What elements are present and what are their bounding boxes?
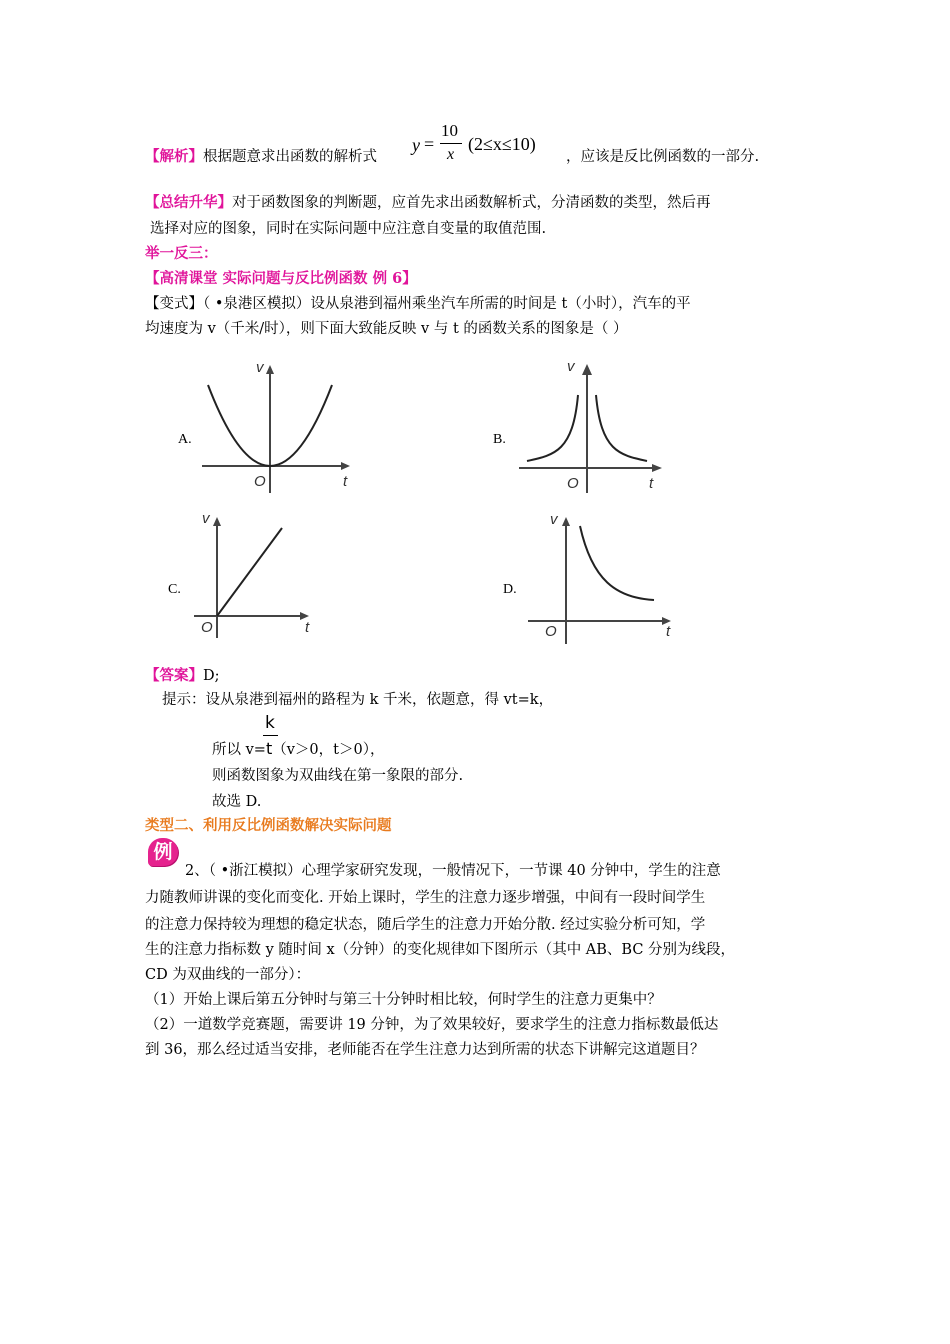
example-line4: 生的注意力指标数 y 随时间 x（分钟）的变化规律如下图所示（其中 AB、BC 分别为线段， bbox=[145, 942, 736, 958]
example-line1: 2、（ •浙江模拟）心理学家研究发现，一般情况下，一节课 40 分钟中，学生的注意 bbox=[185, 863, 721, 879]
example-line2: 力随教师讲课的变化而变化. 开始上课时，学生的注意力逐步增强，中间有一段时间学生 bbox=[145, 890, 706, 906]
summary-line1 bbox=[145, 196, 711, 211]
answer-so-line bbox=[212, 741, 384, 758]
graph-b-x-arrow bbox=[652, 464, 662, 472]
graph-b-curve-right bbox=[596, 395, 647, 461]
analysis-line bbox=[145, 150, 377, 165]
option-c-label: C. bbox=[168, 582, 181, 597]
analysis-text: 根据题意求出函数的解析式 bbox=[203, 149, 377, 165]
formula-range: (2≤x≤10) bbox=[468, 134, 536, 154]
answer-line4: 故选 D. bbox=[212, 794, 262, 810]
formula-eq: = bbox=[424, 134, 435, 154]
graph-d-curve bbox=[580, 526, 654, 600]
example-badge: 例 bbox=[148, 838, 178, 866]
answer-line bbox=[145, 669, 220, 684]
graph-b-curve-left bbox=[527, 395, 578, 461]
graph-c-y-label: v bbox=[202, 510, 210, 527]
answer-line3: 则函数图象为双曲线在第一象限的部分. bbox=[212, 768, 464, 784]
answer-frac-bar bbox=[263, 735, 278, 736]
answer-tag: 【答案】 bbox=[145, 667, 203, 684]
question-2-line2: 到 36，那么经过适当安排，老师能否在学生注意力达到所需的状态下讲解完这道题目？ bbox=[145, 1042, 705, 1058]
example-line3: 的注意力保持较为理想的稳定状态，随后学生的注意力开始分散. 经过实验分析可知，学 bbox=[145, 917, 706, 933]
graph-b bbox=[515, 355, 675, 495]
graph-b-y-label: v bbox=[567, 358, 575, 375]
graph-a-x-arrow bbox=[341, 462, 350, 470]
option-a-label: A. bbox=[178, 432, 192, 447]
formula-y: y bbox=[412, 135, 420, 155]
graph-b-y-arrow bbox=[582, 364, 592, 375]
graph-a-origin: O bbox=[254, 473, 266, 490]
graph-c-x-label: t bbox=[305, 619, 310, 636]
summary-line2: 选择对应的图象，同时在实际问题中应注意自变量的取值范围. bbox=[150, 221, 547, 237]
graph-c-line bbox=[217, 528, 282, 616]
summary-text: 对于函数图象的判断题，应首先求出函数解析式，分清函数的类型，然后再 bbox=[232, 195, 711, 211]
option-d-label: D. bbox=[503, 582, 517, 597]
question-2-line1: （2）一道数学竞赛题，需要讲 19 分钟，为了效果较好，要求学生的注意力指标数最低达 bbox=[145, 1017, 719, 1033]
graph-c-origin: O bbox=[201, 619, 213, 636]
graph-c bbox=[190, 508, 320, 638]
example-line5: CD 为双曲线的一部分）： bbox=[145, 967, 311, 983]
graph-d-y-arrow bbox=[562, 517, 570, 526]
analysis-tag: 【解析】 bbox=[145, 148, 203, 165]
graph-a-y-arrow bbox=[266, 365, 274, 374]
answer-hint: 提示：设从泉港到福州的路程为 k 千米，依题意，得 vt=k， bbox=[162, 692, 554, 708]
formula-numerator: 10 bbox=[441, 121, 458, 140]
graph-d-origin: O bbox=[545, 623, 557, 640]
answer-so-prefix: 所以 v= bbox=[212, 742, 266, 758]
formula-bar bbox=[440, 143, 462, 144]
graph-d bbox=[526, 508, 686, 648]
answer-frac-num: k bbox=[265, 713, 275, 733]
graph-a-x-label: t bbox=[343, 473, 348, 490]
variant-line2: 均速度为 v（千米/时），则下面大致能反映 v 与 t 的函数关系的图象是（ ） bbox=[145, 321, 628, 337]
formula-denominator: x bbox=[447, 146, 455, 163]
graph-d-x-label: t bbox=[666, 623, 671, 640]
analysis-tail: ，应该是反比例函数的一部分. bbox=[566, 149, 760, 165]
answer-frac-den: t bbox=[265, 739, 273, 758]
option-b-label: B. bbox=[493, 432, 506, 447]
graph-b-origin: O bbox=[567, 475, 579, 492]
answer-so-suffix: （v＞0，t＞0）， bbox=[272, 742, 385, 758]
video-title: 【高清课堂 实际问题与反比例函数 例 6】 bbox=[145, 270, 417, 287]
summary-tag: 【总结升华】 bbox=[145, 194, 232, 211]
graph-a bbox=[198, 355, 358, 495]
graph-a-y-label: v bbox=[256, 359, 264, 376]
graph-d-y-label: v bbox=[550, 511, 558, 528]
variant-line1: 【变式】（ •泉港区模拟）设从泉港到福州乘坐汽车所需的时间是 t（小时），汽车的平 bbox=[145, 296, 691, 312]
graph-b-x-label: t bbox=[649, 475, 654, 492]
answer-value: D; bbox=[203, 668, 220, 684]
question-1: （1）开始上课后第五分钟时与第三十分钟时相比较，何时学生的注意力更集中？ bbox=[145, 992, 662, 1008]
juyi-heading: 举一反三： bbox=[145, 245, 218, 262]
graph-c-y-arrow bbox=[213, 517, 221, 526]
type2-title: 类型二、利用反比例函数解决实际问题 bbox=[145, 817, 392, 834]
